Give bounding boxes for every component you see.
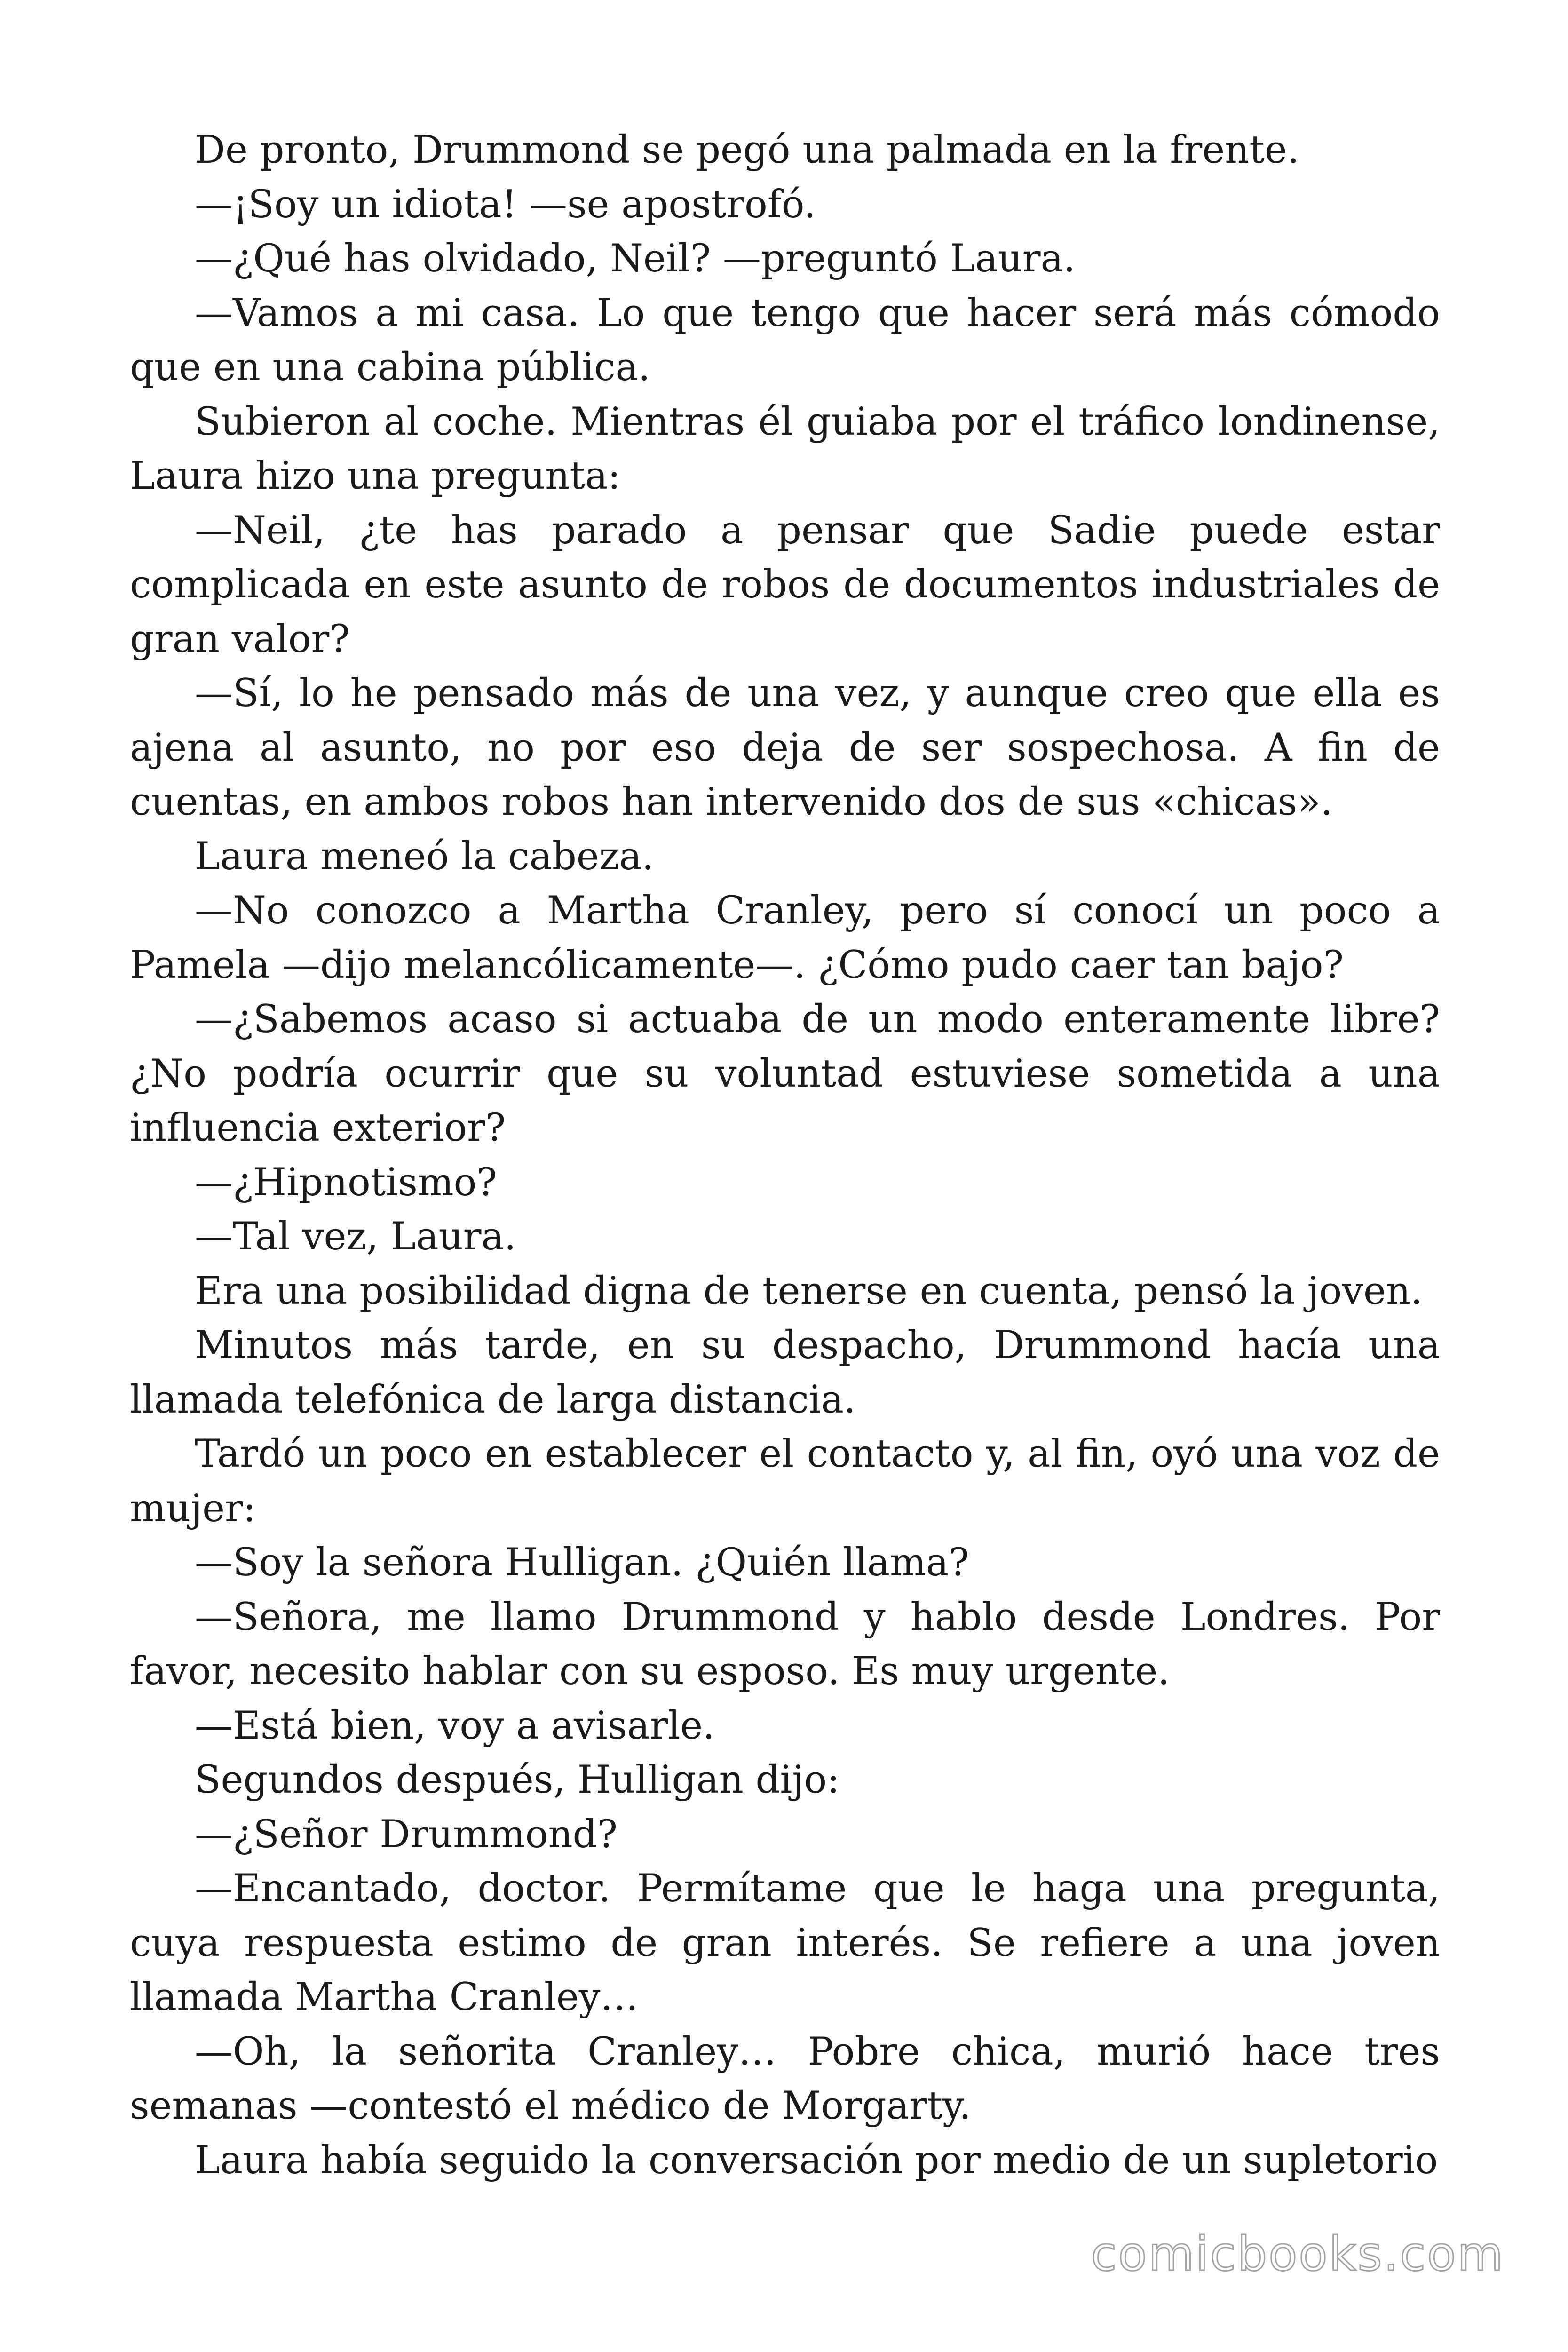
paragraph-23: Laura había seguido la conversación por medio de un supletorio — [195, 2138, 1438, 2183]
paragraph-12: —Tal vez, Laura. — [195, 1215, 516, 1259]
paragraph-13: Era una posibilidad digna de tenerse en cuenta, pensó la joven. — [195, 1269, 1423, 1313]
paragraph-8: Laura meneó la cabeza. — [195, 834, 654, 879]
paragraph-15: Tardó un poco en establecer el contacto y, al fin, oyó una voz de mujer: — [130, 1432, 1440, 1531]
paragraph-19: Segundos después, Hulligan dijo: — [195, 1758, 840, 1802]
paragraph-3: —¿Qué has olvidado, Neil? —preguntó Laura. — [195, 237, 1076, 281]
paragraph-20: —¿Señor Drummond? — [195, 1812, 618, 1857]
paragraph-10: —¿Sabemos acaso si actuaba de un modo enteramente libre? ¿No podría ocurrir que su voluntad estuviese sometida a una influencia exterior? — [130, 997, 1440, 1150]
paragraph-6: —Neil, ¿te has parado a pensar que Sadie puede estar complicada en este asunto de robos de documentos industriales de gran valor? — [130, 508, 1440, 661]
book-page-text — [130, 123, 1440, 2188]
watermark: comicbooks.com — [1091, 2226, 1505, 2281]
paragraph-1: De pronto, Drummond se pegó una palmada en la frente. — [195, 128, 1299, 172]
paragraph-9: —No conozco a Martha Cranley, pero sí conocí un poco a Pamela —dijo melancólicamente—. ¿Cómo pudo caer tan bajo? — [130, 889, 1440, 987]
paragraph-22: —Oh, la señorita Cranley… Pobre chica, murió hace tres semanas —contestó el médico de Morgarty. — [130, 2029, 1440, 2128]
paragraph-17: —Señora, me llamo Drummond y hablo desde Londres. Por favor, necesito hablar con su esposo. Es muy urgente. — [130, 1595, 1440, 1693]
paragraph-14: Minutos más tarde, en su despacho, Drummond hacía una llamada telefónica de larga distancia. — [130, 1323, 1440, 1422]
paragraph-2: —¡Soy un idiota! —se apostrofó. — [195, 182, 816, 227]
paragraph-7: —Sí, lo he pensado más de una vez, y aunque creo que ella es ajena al asunto, no por eso deja de ser sospechosa. A fin de cuentas, en ambos robos han intervenido dos de sus «chicas». — [130, 671, 1440, 824]
paragraph-5: Subieron al coche. Mientras él guiaba por el tráfico londinense, Laura hizo una pregunta: — [130, 399, 1440, 498]
paragraph-16: —Soy la señora Hulligan. ¿Quién llama? — [195, 1541, 969, 1585]
paragraph-4: —Vamos a mi casa. Lo que tengo que hacer será más cómodo que en una cabina pública. — [130, 291, 1440, 389]
paragraph-11: —¿Hipnotismo? — [195, 1160, 497, 1205]
paragraph-21: —Encantado, doctor. Permítame que le haga una pregunta, cuya respuesta estimo de gran interés. Se refiere a una joven llamada Martha Cranley… — [130, 1867, 1440, 2019]
paragraph-18: —Está bien, voy a avisarle. — [195, 1703, 715, 1748]
